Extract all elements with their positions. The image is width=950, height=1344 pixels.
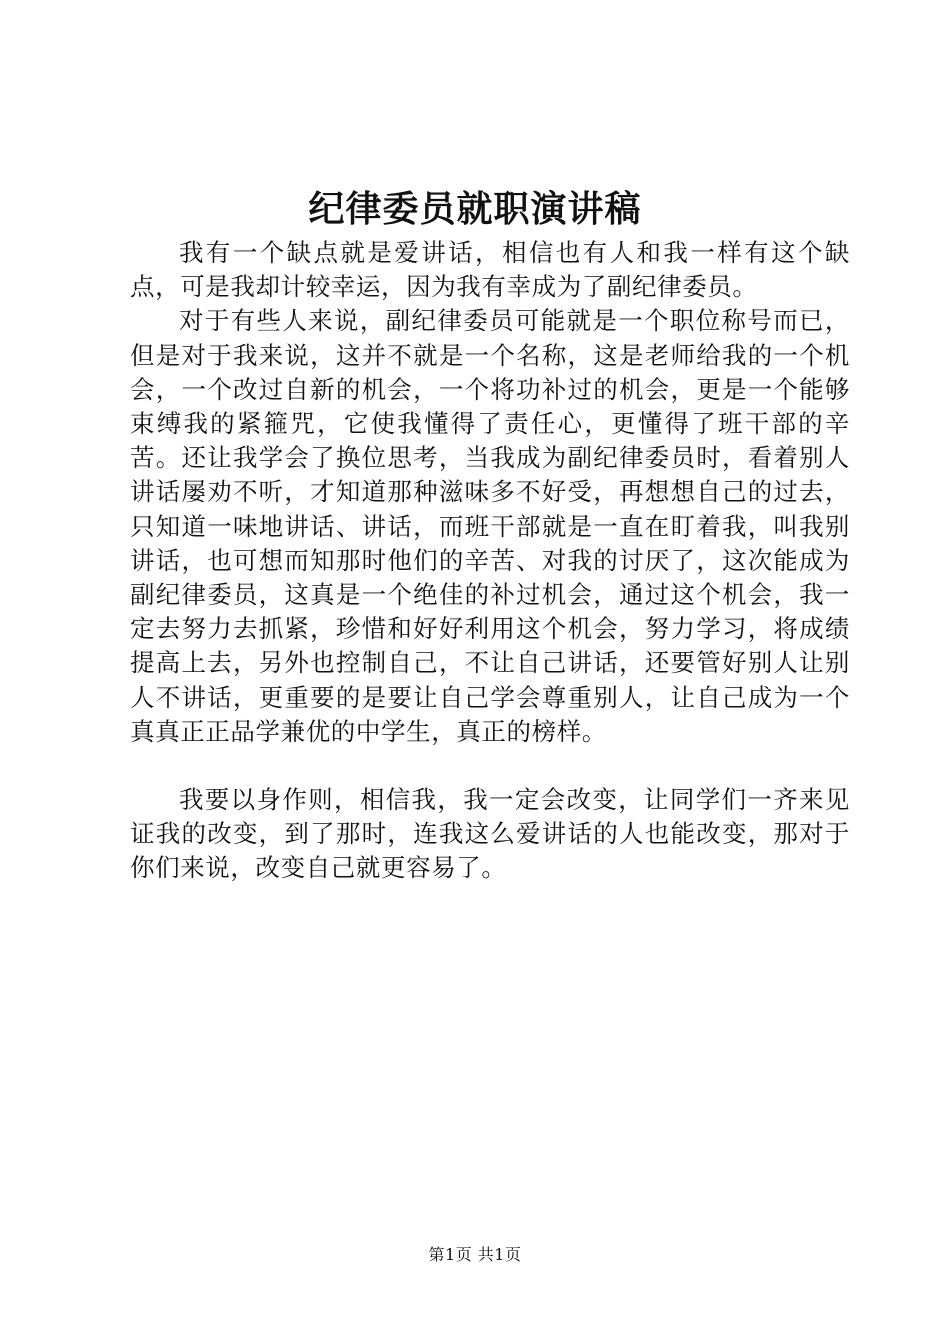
page-footer: 第1页 共1页 [428,1245,522,1264]
paragraph-1: 我有一个缺点就是爱讲话，相信也有人和我一样有这个缺点，可是我却计较幸运，因为我有幸成为了副纪律委员。 [130,238,850,302]
paragraph-2: 对于有些人来说，副纪律委员可能就是一个职位称号而已，但是对于我来说，这并不就是一个名称，这是老师给我的一个机会，一个改过自新的机会，一个将功补过的机会，更是一个能够束缚我的紧箍咒，它使我懂得了责任心，更懂得了班干部的辛苦。还让我学会了换位思考，当我成为副纪律委员时，看着别人讲话屡劝不听，才知道那种滋味多不好受，再想想自己的过去，只知道一味地讲话、讲话，而班干部就是一直在盯着我，叫我别讲话，也可想而知那时他们的辛苦、对我的讨厌了，这次能成为副纪律委员，这真是一个绝佳的补过机会，通过这个机会，我一定去努力去抓紧，珍惜和好好利用这个机会，努力学习，将成绩提高上去，另外也控制自己，不让自己讲话，还要管好别人让别人不讲话，更重要的是要让自己学会尊重别人，让自己成为一个真真正正品学兼优的中学生，真正的榜样。 [130,306,850,746]
document-title: 纪律委员就职演讲稿 [308,188,642,230]
paragraph-3: 我要以身作则，相信我，我一定会改变，让同学们一齐来见证我的改变，到了那时，连我这么爱讲话的人也能改变，那对于你们来说，改变自己就更容易了。 [130,785,850,883]
document-body [130,236,850,886]
